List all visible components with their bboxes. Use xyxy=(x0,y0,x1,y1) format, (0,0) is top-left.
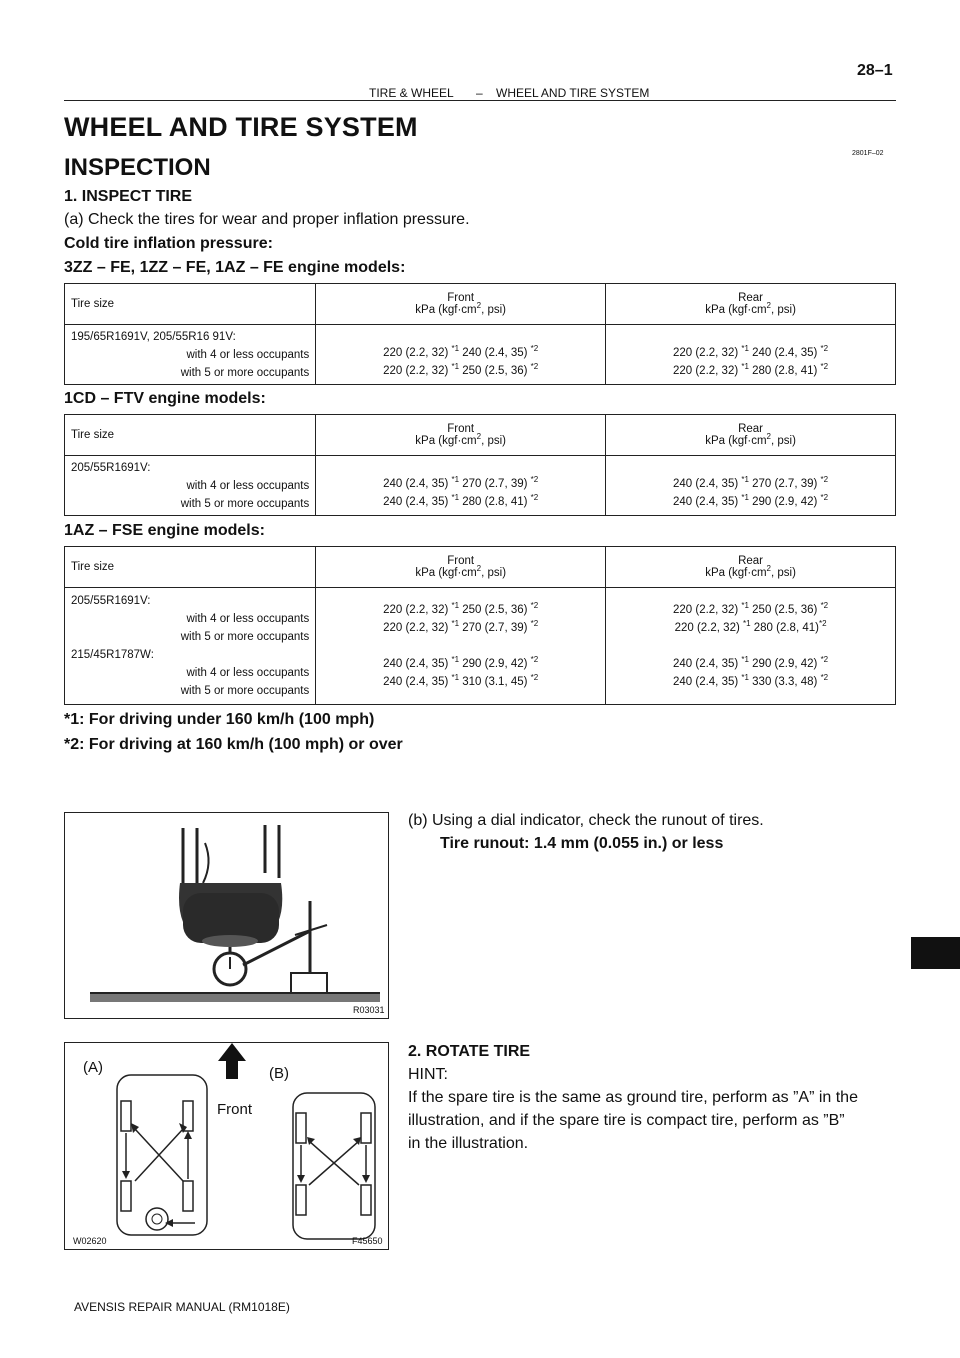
step-b-spec: Tire runout: 1.4 mm (0.055 in.) or less xyxy=(440,835,724,852)
col-rear: Rear kPa ($kgf\cdot cm^2$, psi) xyxy=(606,415,896,456)
footer: AVENSIS REPAIR MANUAL (RM1018E) xyxy=(74,1300,290,1314)
page-number: 28–1 xyxy=(857,62,893,79)
step2-line3: in the illustration. xyxy=(408,1135,529,1152)
tire-size-cell: 205/55R1691V: with 4 or less occupants with 5 or more occupants 215/45R1787W: with 4 or less occupants with 5 or more occupants xyxy=(65,588,316,705)
dial-indicator-illustration xyxy=(65,813,388,1018)
step1-a: (a) Check the tires for wear and proper inflation pressure. xyxy=(64,211,470,228)
table-1cd xyxy=(64,414,896,516)
section-title: INSPECTION xyxy=(64,154,211,181)
figure-code-1: W02620 xyxy=(73,1236,107,1246)
doc-code: 2801F–02 xyxy=(852,150,884,157)
header-section: TIRE & WHEEL xyxy=(369,86,454,100)
front-pressure-cell: 240 (2.4, 35) $^{*1}$ 270 (2.7, 39) $^{*2}$ 240 (2.4, 35) $^{*1}$ 280 (2.8, 41) $^{*2}$ xyxy=(316,456,606,516)
step2-line1: If the spare tire is the same as ground tire, perform as ”A” in the xyxy=(408,1089,858,1106)
tire-size-cell: 205/55R1691V: with 4 or less occupants with 5 or more occupants xyxy=(65,456,316,516)
rear-pressure-cell: 220 (2.2, 32) $^{*1}$ 250 (2.5, 36) $^{*2}$ 220 (2.2, 32) $^{*1}$ 280 (2.8, 41)$^{*2}$ 240 (2.4, 35) $^{*1}$ 290 (2.9, 42) $^{*2}$ 240 (2.4, 35) $^{*1}$ 330 (3.3, 48) $^{*2}$ xyxy=(606,588,896,705)
note-2: *2: For driving at 160 km/h (100 mph) or over xyxy=(64,736,403,753)
label-a: (A) xyxy=(83,1059,103,1076)
rear-pressure-cell: 240 (2.4, 35) $^{*1}$ 270 (2.7, 39) $^{*2}$ 240 (2.4, 35) $^{*1}$ 290 (2.9, 42) $^{*2}$ xyxy=(606,456,896,516)
label-front: Front xyxy=(217,1101,253,1118)
step2-line2: illustration, and if the spare tire is compact tire, perform as ”B” xyxy=(408,1112,845,1129)
tire-rotation-diagram xyxy=(65,1043,388,1249)
dial-indicator-figure xyxy=(64,812,389,1019)
col-front: Front kPa ($kgf\cdot cm^2$, psi) xyxy=(316,415,606,456)
section-tab-marker xyxy=(911,937,960,969)
header-separator: – xyxy=(476,86,483,100)
col-tire-size: Tire size xyxy=(65,415,316,456)
label-b: (B) xyxy=(269,1065,289,1082)
step2-hint: HINT: xyxy=(408,1066,448,1083)
doc-title: WHEEL AND TIRE SYSTEM xyxy=(64,112,418,142)
header-rule xyxy=(64,100,896,101)
col-rear: Rear kPa ($kgf\cdot cm^2$, psi) xyxy=(606,284,896,325)
rear-pressure-cell: 220 (2.2, 32) $^{*1}$ 240 (2.4, 35) $^{*2}$ 220 (2.2, 32) $^{*1}$ 280 (2.8, 41) $^{*2}$ xyxy=(606,325,896,385)
table1-heading: 3ZZ – FE, 1ZZ – FE, 1AZ – FE engine models: xyxy=(64,259,406,276)
figure-code: R03031 xyxy=(353,1005,385,1015)
tire-size-cell: 195/65R1691V, 205/55R16 91V: with 4 or less occupants with 5 or more occupants xyxy=(65,325,316,385)
header-subsection: WHEEL AND TIRE SYSTEM xyxy=(496,86,650,100)
table-3zz xyxy=(64,283,896,385)
table2-heading: 1CD – FTV engine models: xyxy=(64,390,266,407)
figure-code-2: F45650 xyxy=(352,1236,383,1246)
note-1: *1: For driving under 160 km/h (100 mph) xyxy=(64,711,375,728)
table3-heading: 1AZ – FSE engine models: xyxy=(64,522,265,539)
step1-title: 1. INSPECT TIRE xyxy=(64,188,193,205)
col-front: Front kPa ($kgf\cdot cm^2$, psi) xyxy=(316,284,606,325)
step2-title: 2. ROTATE TIRE xyxy=(408,1043,531,1060)
col-front: Front kPa ($kgf\cdot cm^2$, psi) xyxy=(316,547,606,588)
front-pressure-cell: 220 (2.2, 32) $^{*1}$ 250 (2.5, 36) $^{*2}$ 220 (2.2, 32) $^{*1}$ 270 (2.7, 39) $^{*2}$ 240 (2.4, 35) $^{*1}$ 290 (2.9, 42) $^{*2}$ 240 (2.4, 35) $^{*1}$ 310 (3.1, 45) $^{*2}$ xyxy=(316,588,606,705)
pressure-label: Cold tire inflation pressure: xyxy=(64,235,273,252)
col-tire-size: Tire size xyxy=(65,284,316,325)
step-b-text: (b) Using a dial indicator, check the runout of tires. xyxy=(408,812,764,829)
tire-rotation-figure xyxy=(64,1042,389,1250)
front-pressure-cell: 220 (2.2, 32) $^{*1}$ 240 (2.4, 35) $^{*2}$ 220 (2.2, 32) $^{*1}$ 250 (2.5, 36) $^{*2}$ xyxy=(316,325,606,385)
col-rear: Rear kPa ($kgf\cdot cm^2$, psi) xyxy=(606,547,896,588)
col-tire-size: Tire size xyxy=(65,547,316,588)
table-1az-fse xyxy=(64,546,896,705)
